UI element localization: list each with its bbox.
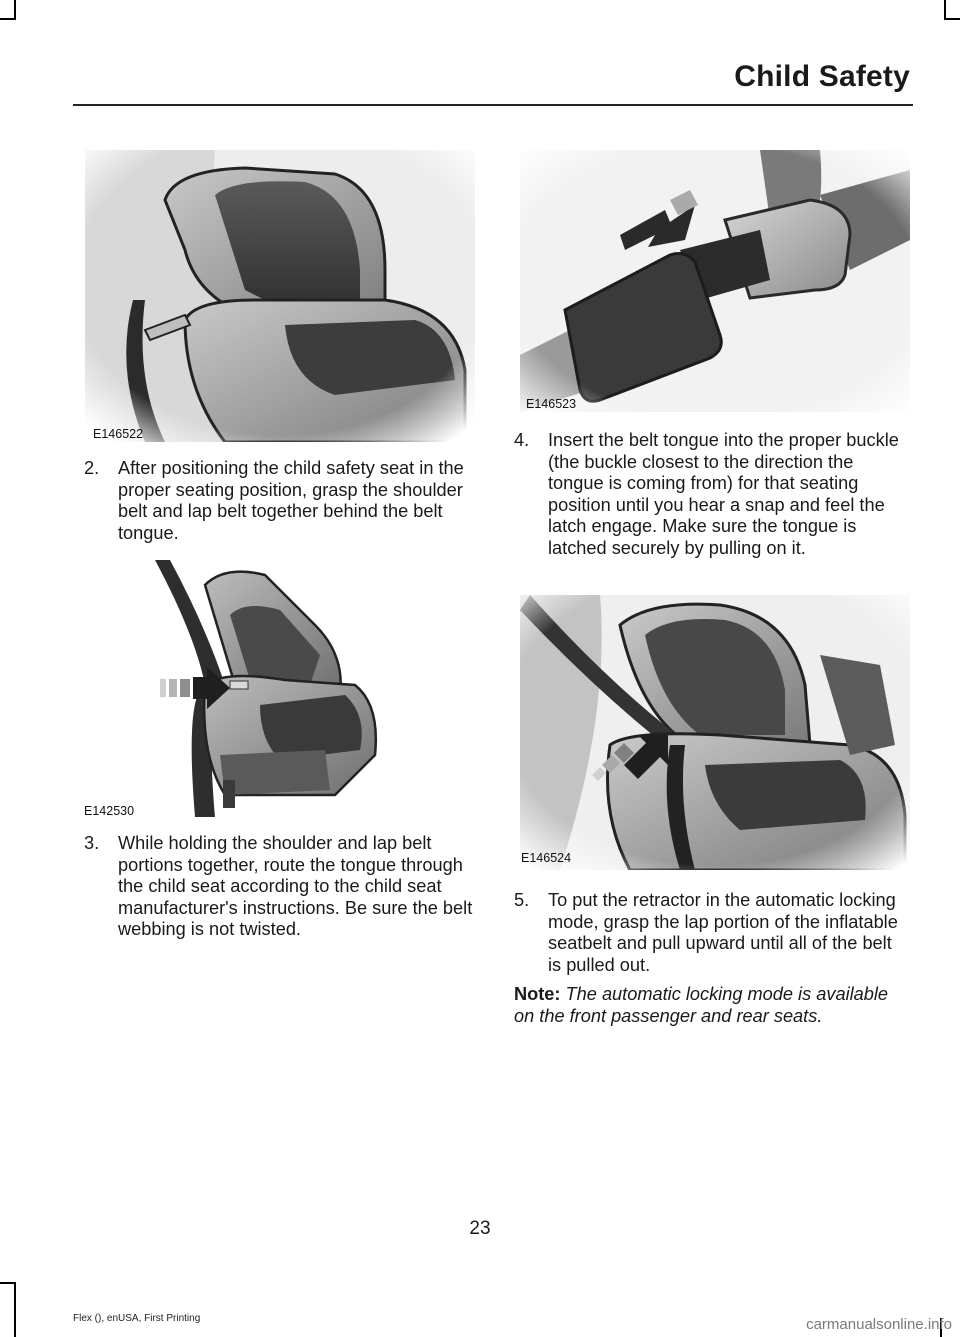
seat-belt-routing-illustration <box>520 595 910 870</box>
note-label: Note: <box>514 984 561 1004</box>
crop-mark <box>14 0 16 20</box>
figure-code: E142530 <box>84 804 135 818</box>
header-divider <box>73 104 913 106</box>
crop-mark <box>944 18 960 20</box>
child-seat-illustration <box>85 150 475 442</box>
figure-belt-buckle <box>520 150 910 412</box>
note <box>514 984 908 1027</box>
figure-code: E146523 <box>526 397 577 411</box>
figure-child-seat-side <box>85 150 475 442</box>
crop-mark <box>944 0 946 20</box>
step-3 <box>84 833 476 941</box>
child-seat-arrow-illustration <box>85 555 385 817</box>
figure-code: E146522 <box>93 427 144 441</box>
crop-mark <box>0 18 16 20</box>
page-number: 23 <box>469 1218 491 1239</box>
figure-seat-belt-routing <box>520 595 910 870</box>
step-number: 2. <box>84 458 100 478</box>
step-2 <box>84 458 476 544</box>
step-5 <box>514 890 908 976</box>
step-text: Insert the belt tongue into the proper buckle (the buckle closest to the direction the tongue is coming from) for that seating position until you hear a snap and feel the latch engage. Make sure the tongue is latched securely by pulling on it. <box>548 430 899 558</box>
step-number: 4. <box>514 430 530 450</box>
watermark: carmanualsonline.info <box>806 1316 952 1333</box>
footer-text: Flex (), enUSA, First Printing <box>73 1313 201 1324</box>
step-text: While holding the shoulder and lap belt portions together, route the tongue through the child seat according to the child seat manufacturer's instructions. Be sure the belt webbing is not twisted. <box>118 833 473 940</box>
step-text: To put the retractor in the automatic locking mode, grasp the lap portion of the inflatable seatbelt and pull upward until all of the belt is pulled out. <box>548 890 898 975</box>
crop-mark <box>0 1282 16 1284</box>
page-title: Child Safety <box>734 60 910 93</box>
step-text: After positioning the child safety seat in the proper seating position, grasp the shoulder belt and lap belt together behind the belt tongue. <box>118 458 464 543</box>
step-number: 3. <box>84 833 100 853</box>
step-number: 5. <box>514 890 530 910</box>
figure-code: E146524 <box>521 851 572 865</box>
step-4 <box>514 430 908 560</box>
crop-mark <box>14 1282 16 1337</box>
figure-child-seat-arrow <box>85 555 385 817</box>
belt-buckle-illustration <box>520 150 910 412</box>
note-text: The automatic locking mode is available on the front passenger and rear seats. <box>514 984 889 1026</box>
